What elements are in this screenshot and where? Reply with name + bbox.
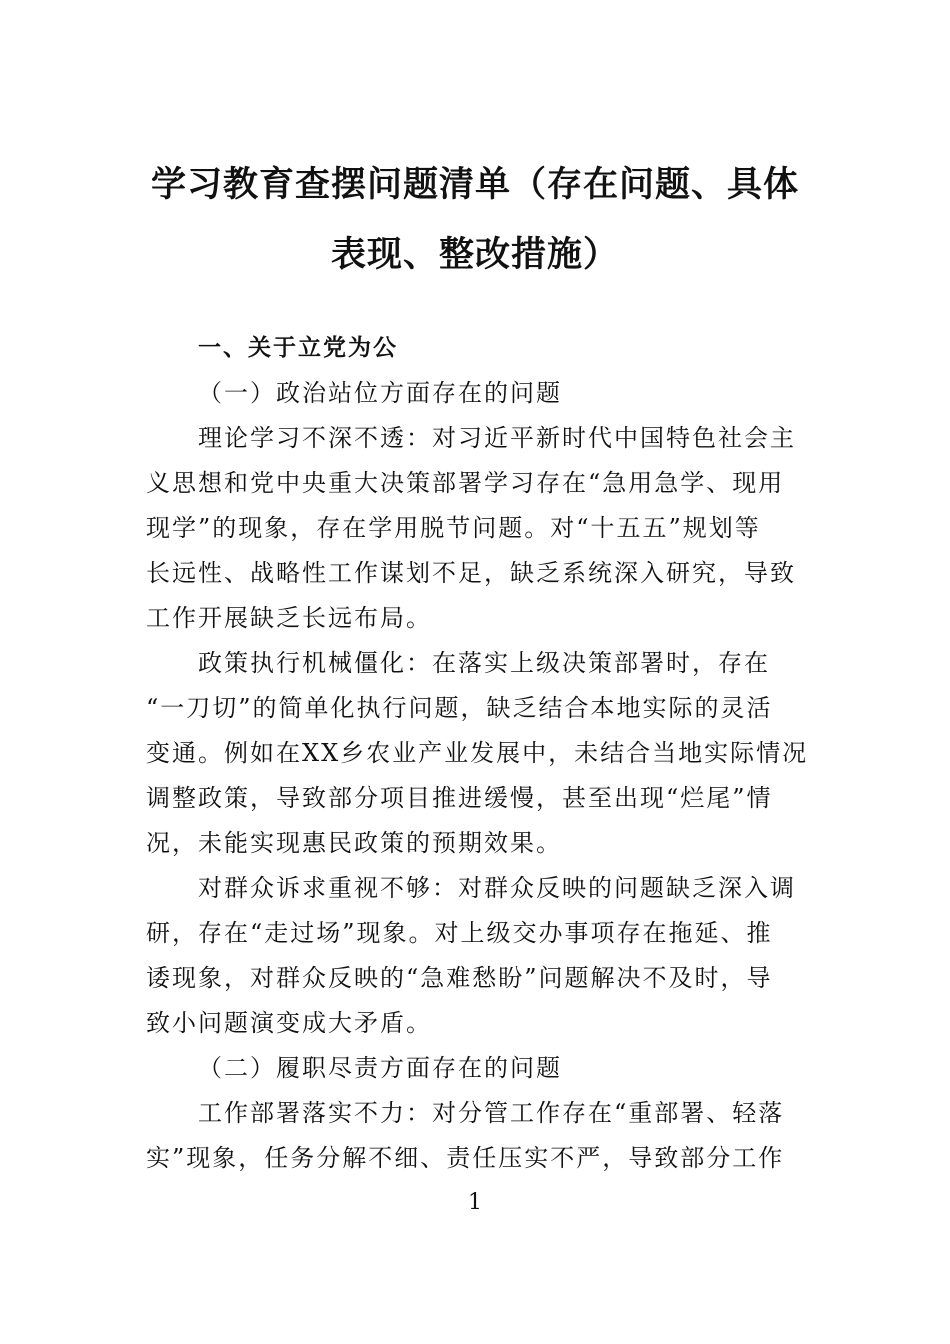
- paragraph-public-demands: [146, 866, 806, 1046]
- paragraph-line: 致小问题演变成大矛盾。: [146, 1009, 432, 1037]
- subsection-heading-2: （二）履职尽责方面存在的问题: [198, 1054, 562, 1082]
- paragraph-line: “一刀切”的简单化执行问题，缺乏结合本地实际的灵活: [146, 694, 773, 722]
- paragraph-line: 政策执行机械僵化：在落实上级决策部署时，存在: [198, 649, 770, 677]
- paragraph-line: 研，存在“走过场”现象。对上级交办事项存在拖延、推: [146, 919, 773, 947]
- section-heading-1: 一、关于立党为公: [198, 335, 398, 361]
- paragraph-line: 对群众诉求重视不够：对群众反映的问题缺乏深入调: [198, 874, 796, 902]
- paragraph-work-implementation: [146, 1091, 806, 1181]
- paragraph-policy-execution: [146, 641, 809, 866]
- paragraph-line: 调整政策，导致部分项目推进缓慢，甚至出现“烂尾”情: [146, 784, 773, 812]
- paragraph-line: 工作开展缺乏长远布局。: [146, 604, 432, 632]
- paragraph-line: 诿现象，对群众反映的“急难愁盼”问题解决不及时，导: [146, 964, 773, 992]
- paragraph-theory-study: [146, 416, 806, 641]
- title-line-1: 学习教育查摆问题清单（存在问题、具体: [150, 164, 799, 205]
- subsection-heading-1: （一）政治站位方面存在的问题: [198, 379, 562, 407]
- paragraph-line: 变通。例如在XX乡农业产业发展中，未结合当地实际情况: [146, 739, 809, 767]
- document-body: [146, 326, 809, 1181]
- paragraph-line: 况，未能实现惠民政策的预期效果。: [146, 829, 562, 857]
- document-title: [120, 150, 830, 290]
- paragraph-line: 义思想和党中央重大决策部署学习存在“急用急学、现用: [146, 469, 785, 497]
- paragraph-line: 理论学习不深不透：对习近平新时代中国特色社会主: [198, 424, 796, 452]
- paragraph-line: 实”现象，任务分解不细、责任压实不严，导致部分工作: [146, 1144, 785, 1172]
- page-number: 1: [468, 1190, 482, 1215]
- paragraph-line: 工作部署落实不力：对分管工作存在“重部署、轻落: [198, 1099, 785, 1127]
- paragraph-line: 现学”的现象，存在学用脱节问题。对“十五五”规划等: [146, 514, 761, 542]
- title-line-2: 表现、整改措施）: [330, 234, 619, 275]
- paragraph-line: 长远性、战略性工作谋划不足，缺乏系统深入研究，导致: [146, 559, 796, 587]
